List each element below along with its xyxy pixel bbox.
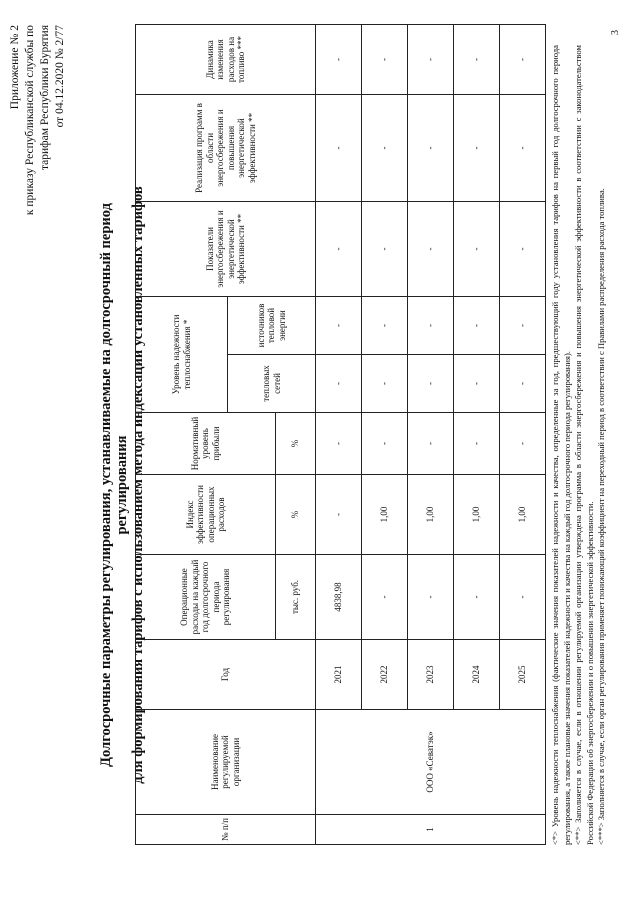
header-networks: тепловых сетей (228, 355, 316, 413)
fuel-cell: - (316, 24, 362, 94)
year-cell: 2024 (454, 640, 500, 710)
networks-cell: - (362, 355, 408, 413)
energy-cell: - (454, 201, 500, 296)
unit-index: % (276, 475, 316, 555)
year-cell: 2025 (500, 640, 546, 710)
appendix-line-1: Приложение № 2 (9, 25, 21, 110)
unit-profit: % (276, 413, 316, 475)
sources-cell: - (454, 296, 500, 354)
unit-opex: тыс. руб. (276, 555, 316, 640)
title-line-2: для формирования тарифов с использованием метода индексации установленных тарифов (130, 186, 146, 784)
appendix-line-3: тарифам Республики Бурятия (39, 25, 51, 171)
index-cell: 1,00 (408, 475, 454, 555)
footnote-1: <*> Уровень надежности теплоснабжения (фактические значения показателей надежности и качества, определенные за год, предшествующий году установления тарифов на первый год долгосрочного периода регулирования, а также плановые значения показателей надежности и качества на каждый год долгосрочного периода регулирования). (550, 45, 572, 845)
footnote-2: <**> Заполняется в случае, если в отношении регулируемой организации утверждена программа в области энергосбережения и повышения энергетической эффективности в соответствии с законодательством Российской Федерации об энергосбережении и о повышении энергетической эффективности. (573, 45, 595, 845)
org-name: ООО «Севатэк» (316, 710, 546, 815)
title-line-1: Долгосрочные параметры регулирования, устанавливаемые на долгосрочный период регулирования (98, 203, 130, 767)
index-cell: - (316, 475, 362, 555)
appendix-line-4: от 04.12.2020 № 2/77 (54, 25, 66, 128)
appendix-line-2: к приказу Республиканской службы по (24, 25, 36, 216)
program-cell: - (316, 94, 362, 201)
fuel-cell: - (362, 24, 408, 94)
energy-cell: - (316, 201, 362, 296)
profit-cell: - (454, 413, 500, 475)
appendix-block (8, 25, 68, 265)
energy-cell: - (408, 201, 454, 296)
networks-cell: - (408, 355, 454, 413)
sources-cell: - (500, 296, 546, 354)
index-cell: 1,00 (454, 475, 500, 555)
year-cell: 2022 (362, 640, 408, 710)
networks-cell: - (454, 355, 500, 413)
opex-cell: - (454, 555, 500, 640)
header-energy: Показатели энергосбережения и энергетической эффективности ** (136, 201, 316, 296)
opex-cell: - (362, 555, 408, 640)
header-num: № п/п (136, 815, 316, 845)
sources-cell: - (316, 296, 362, 354)
header-sources: источников тепловой энергии (228, 296, 316, 354)
profit-cell: - (500, 413, 546, 475)
index-cell: 1,00 (362, 475, 408, 555)
page-number: 3 (610, 30, 621, 35)
sources-cell: - (408, 296, 454, 354)
fuel-cell: - (454, 24, 500, 94)
row-number: 1 (316, 815, 546, 845)
year-cell: 2021 (316, 640, 362, 710)
table-row (316, 24, 362, 844)
profit-cell: - (362, 413, 408, 475)
footnote-3: <***> Заполняется в случае, если орган регулирования применяет понижающий коэффициент на переходный период в соответствии с Правилами распределения расхода топлива. (596, 188, 606, 845)
header-year: Год (136, 640, 316, 710)
sources-cell: - (362, 296, 408, 354)
header-opex: Операционные расходы на каждый год долгосрочного периода регулирования (136, 555, 276, 640)
program-cell: - (500, 94, 546, 201)
footnotes (550, 45, 608, 845)
profit-cell: - (316, 413, 362, 475)
header-profit: Нормативный уровень прибыли (136, 413, 276, 475)
header-fuel: Динамика изменения расходов на топливо *** (136, 24, 316, 94)
year-cell: 2023 (408, 640, 454, 710)
index-cell: 1,00 (500, 475, 546, 555)
profit-cell: - (408, 413, 454, 475)
parameters-table (135, 24, 546, 845)
header-org: Наименование регулируемой организации (136, 710, 316, 815)
header-reliability: Уровень надежности теплоснабжения * (136, 296, 228, 412)
program-cell: - (454, 94, 500, 201)
networks-cell: - (316, 355, 362, 413)
header-program: Реализация программ в области энергосбережения и повышения энергетической эффективности ** (136, 94, 316, 201)
program-cell: - (408, 94, 454, 201)
energy-cell: - (500, 201, 546, 296)
opex-cell: - (500, 555, 546, 640)
opex-cell: - (408, 555, 454, 640)
header-row (136, 24, 228, 844)
fuel-cell: - (500, 24, 546, 94)
program-cell: - (362, 94, 408, 201)
header-index: Индекс эффективности операционных расходов (136, 475, 276, 555)
opex-cell: 4838,98 (316, 555, 362, 640)
energy-cell: - (362, 201, 408, 296)
networks-cell: - (500, 355, 546, 413)
fuel-cell: - (408, 24, 454, 94)
